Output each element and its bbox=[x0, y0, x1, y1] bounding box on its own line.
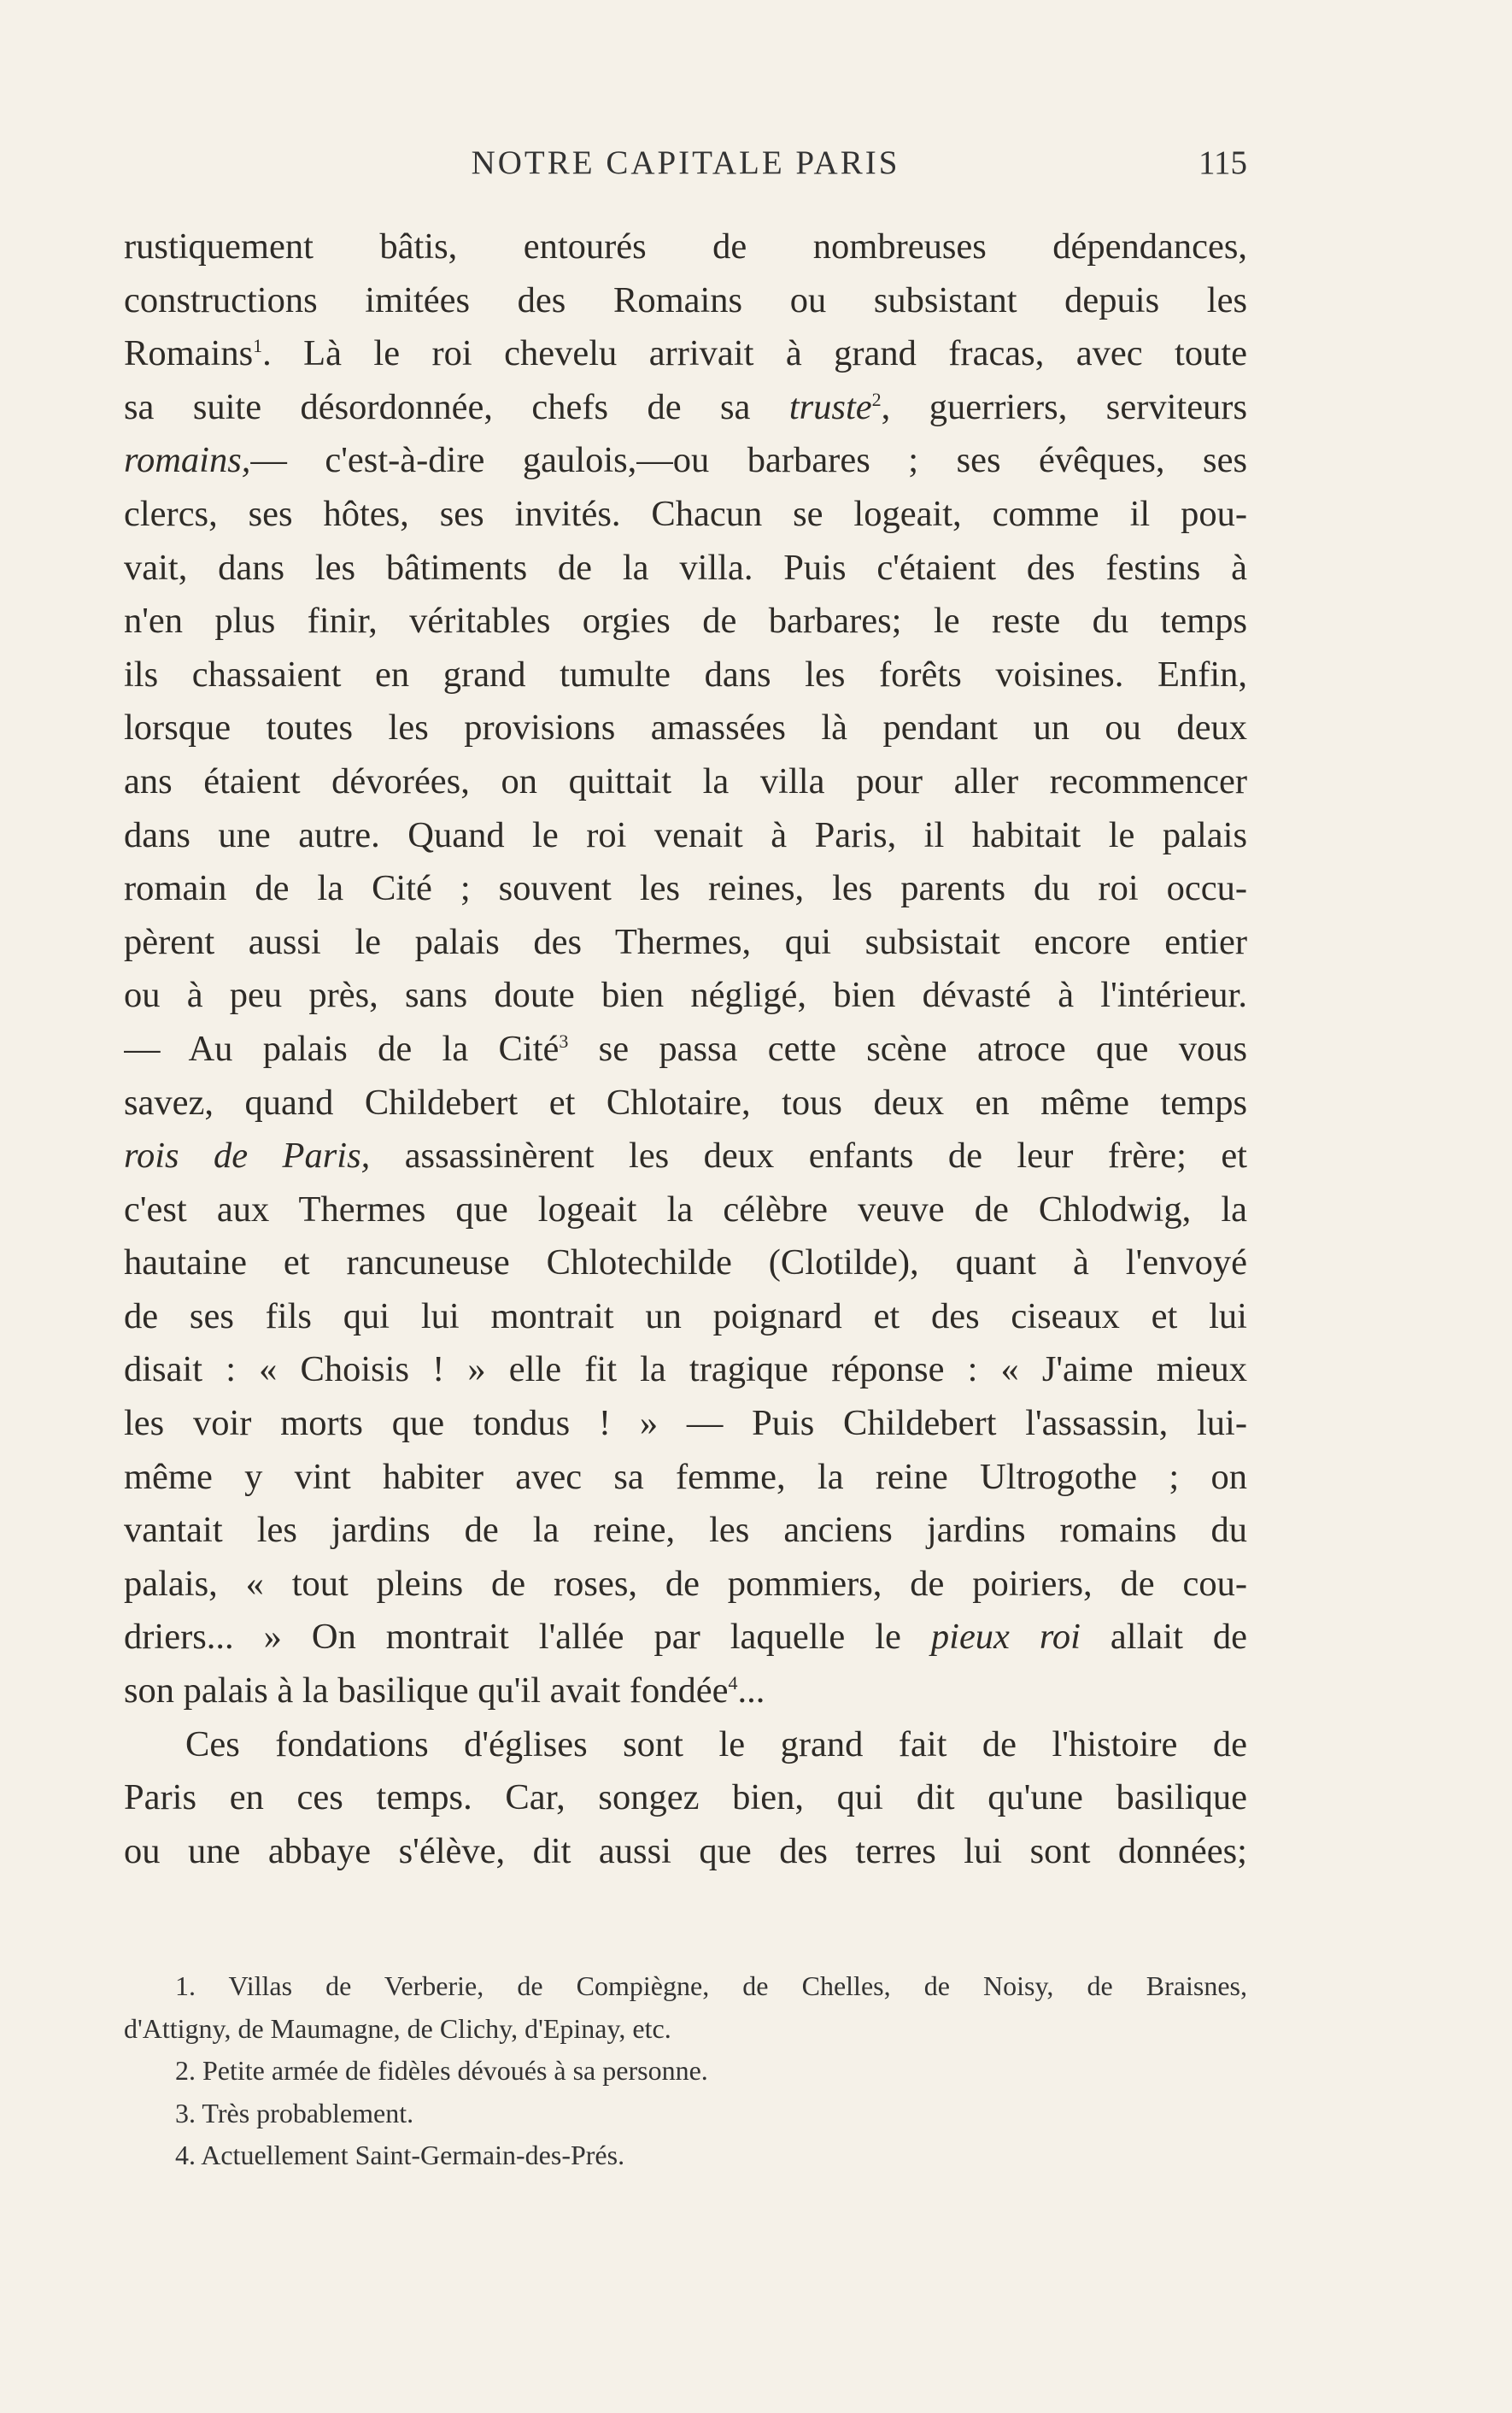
text-line: Paris en ces temps. Car, songez bien, qui dit qu'une basilique bbox=[124, 1777, 1247, 1818]
text-line: romain de la Cité ; souvent les reines, les parents du roi occu- bbox=[124, 868, 1247, 909]
text-line: driers... » On montrait l'allée par laquelle le pieux roi allait de bbox=[124, 1617, 1247, 1658]
text-line: romains,— c'est-à-dire gaulois,—ou barbares ; ses évêques, ses bbox=[124, 440, 1247, 481]
text-line: savez, quand Childebert et Chlotaire, tous deux en même temps bbox=[124, 1082, 1247, 1123]
footnote-3: 3. Très probablement. bbox=[175, 2097, 414, 2128]
text-line: ou une abbaye s'élève, dit aussi que des terres lui sont données; bbox=[124, 1830, 1247, 1871]
text-line: c'est aux Thermes que logeait la célèbre veuve de Chlodwig, la bbox=[124, 1189, 1247, 1230]
footnote-4: 4. Actuellement Saint-Germain-des-Prés. bbox=[175, 2140, 625, 2170]
text-line: ils chassaient en grand tumulte dans les forêts voisines. Enfin, bbox=[124, 654, 1247, 695]
text-line: lorsque toutes les provisions amassées là pendant un ou deux bbox=[124, 707, 1247, 749]
text-line: Romains$^1$. Là le roi chevelu arrivait à grand fracas, avec toute bbox=[124, 333, 1247, 374]
text-line: palais, « tout pleins de roses, de pommiers, de poiriers, de cou- bbox=[124, 1563, 1247, 1604]
text-line: ou à peu près, sans doute bien négligé, bien dévasté à l'intérieur. bbox=[124, 975, 1247, 1016]
text-line: les voir morts que tondus ! » — Puis Childebert l'assassin, lui- bbox=[124, 1403, 1247, 1444]
text-line: rustiquement bâtis, entourés de nombreuses dépendances, bbox=[124, 226, 1247, 267]
body-text bbox=[124, 220, 1247, 1878]
text-line: clercs, ses hôtes, ses invités. Chacun se logeait, comme il pou- bbox=[124, 493, 1247, 534]
text-line: constructions imitées des Romains ou subsistant depuis les bbox=[124, 279, 1247, 320]
text-line: — Au palais de la Cité$^3$ se passa cette scène atroce que vous bbox=[124, 1028, 1247, 1069]
text-line: Ces fondations d'églises sont le grand fait de l'histoire de bbox=[185, 1723, 1247, 1764]
text-line: sa suite désordonnée, chefs de sa truste$^2$, guerriers, serviteurs bbox=[124, 386, 1247, 427]
footnote-ref-2: 2 bbox=[871, 388, 882, 410]
text-line: n'en plus finir, véritables orgies de barbares; le reste du temps bbox=[124, 601, 1247, 642]
footnote-ref-4: 4 bbox=[728, 1671, 738, 1694]
page-header bbox=[124, 144, 1247, 195]
footnote-2: 2. Petite armée de fidèles dévoués à sa personne. bbox=[175, 2055, 708, 2086]
text-line: dans une autre. Quand le roi venait à Paris, il habitait le palais bbox=[124, 814, 1247, 855]
text-line: pèrent aussi le palais des Thermes, qui subsistait encore entier bbox=[124, 921, 1247, 962]
text-line: rois de Paris, assassinèrent les deux enfants de leur frère; et bbox=[124, 1136, 1247, 1177]
footnote-ref-1: 1 bbox=[253, 335, 263, 357]
running-title: NOTRE CAPITALE PARIS bbox=[471, 144, 900, 181]
text-line: de ses fils qui lui montrait un poignard et des ciseaux et lui bbox=[124, 1295, 1247, 1336]
text-line: son palais à la basilique qu'il avait fondée$^4$... bbox=[124, 1670, 765, 1711]
text-line: même y vint habiter avec sa femme, la reine Ultrogothe ; on bbox=[124, 1456, 1247, 1497]
text-line: ans étaient dévorées, on quittait la villa pour aller recommencer bbox=[124, 760, 1247, 801]
footnotes bbox=[124, 1965, 1247, 2177]
page-number: 115 bbox=[1198, 144, 1247, 181]
text-line: vantait les jardins de la reine, les anciens jardins romains du bbox=[124, 1510, 1247, 1551]
footnote-1: 1. Villas de Verberie, de Compiègne, de Chelles, de Noisy, de Braisnes, bbox=[175, 1970, 1247, 2001]
footnote-ref-3: 3 bbox=[559, 1030, 569, 1052]
text-line: hautaine et rancuneuse Chlotechilde (Clotilde), quant à l'envoyé bbox=[124, 1242, 1247, 1283]
text-line: disait : « Choisis ! » elle fit la tragique réponse : « J'aime mieux bbox=[124, 1349, 1247, 1390]
footnote-1-continued: d'Attigny, de Maumagne, de Clichy, d'Epinay, etc. bbox=[124, 2012, 671, 2044]
text-line: vait, dans les bâtiments de la villa. Puis c'étaient des festins à bbox=[124, 547, 1247, 588]
